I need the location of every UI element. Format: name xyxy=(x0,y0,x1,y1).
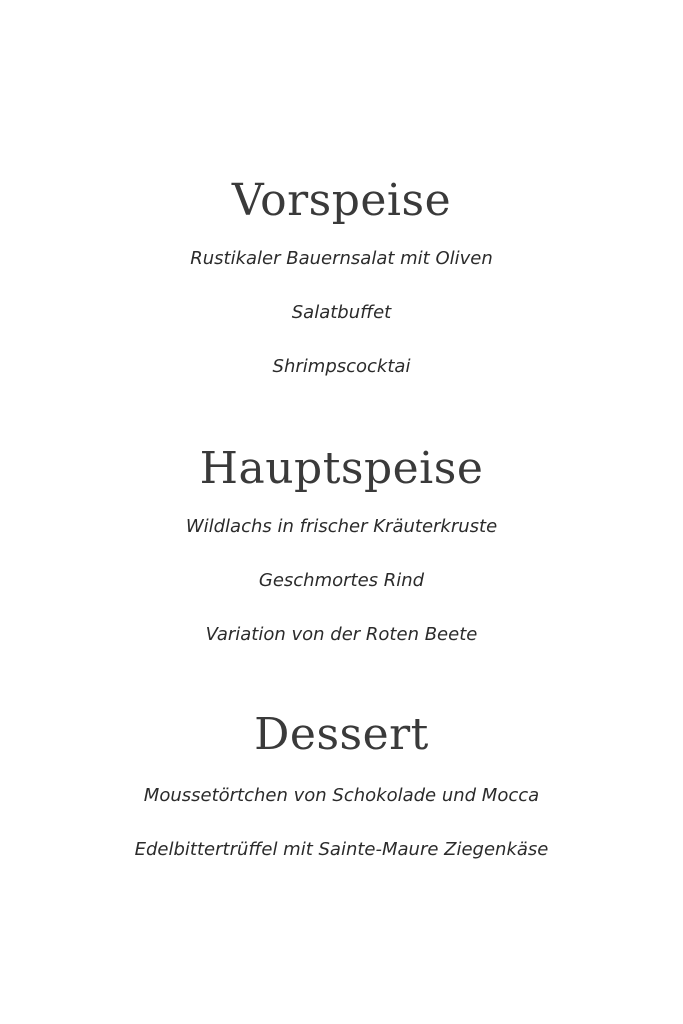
section-vorspeise xyxy=(0,176,683,378)
section-title: Dessert xyxy=(254,709,429,760)
section-title: Hauptspeise xyxy=(199,443,484,494)
section-title: Vorspeise xyxy=(231,175,452,226)
dish-list xyxy=(0,785,683,861)
section-hauptspeise xyxy=(0,444,683,646)
dish-item: Variation von der Roten Beete xyxy=(205,624,478,645)
dish-item: Salatbuffet xyxy=(291,302,392,323)
dish-item: Geschmortes Rind xyxy=(258,570,425,591)
dish-item: Shrimpscocktai xyxy=(272,356,411,377)
dish-item: Wildlachs in frischer Kräuterkruste xyxy=(185,516,498,537)
dish-list xyxy=(0,516,683,646)
dish-item: Rustikaler Bauernsalat mit Oliven xyxy=(190,248,493,269)
section-dessert xyxy=(0,710,683,861)
dish-item: Moussetörtchen von Schokolade und Mocca xyxy=(143,785,540,806)
dish-list xyxy=(0,248,683,378)
dish-item: Edelbittertrüffel mit Sainte-Maure Ziegenkäse xyxy=(134,839,549,860)
